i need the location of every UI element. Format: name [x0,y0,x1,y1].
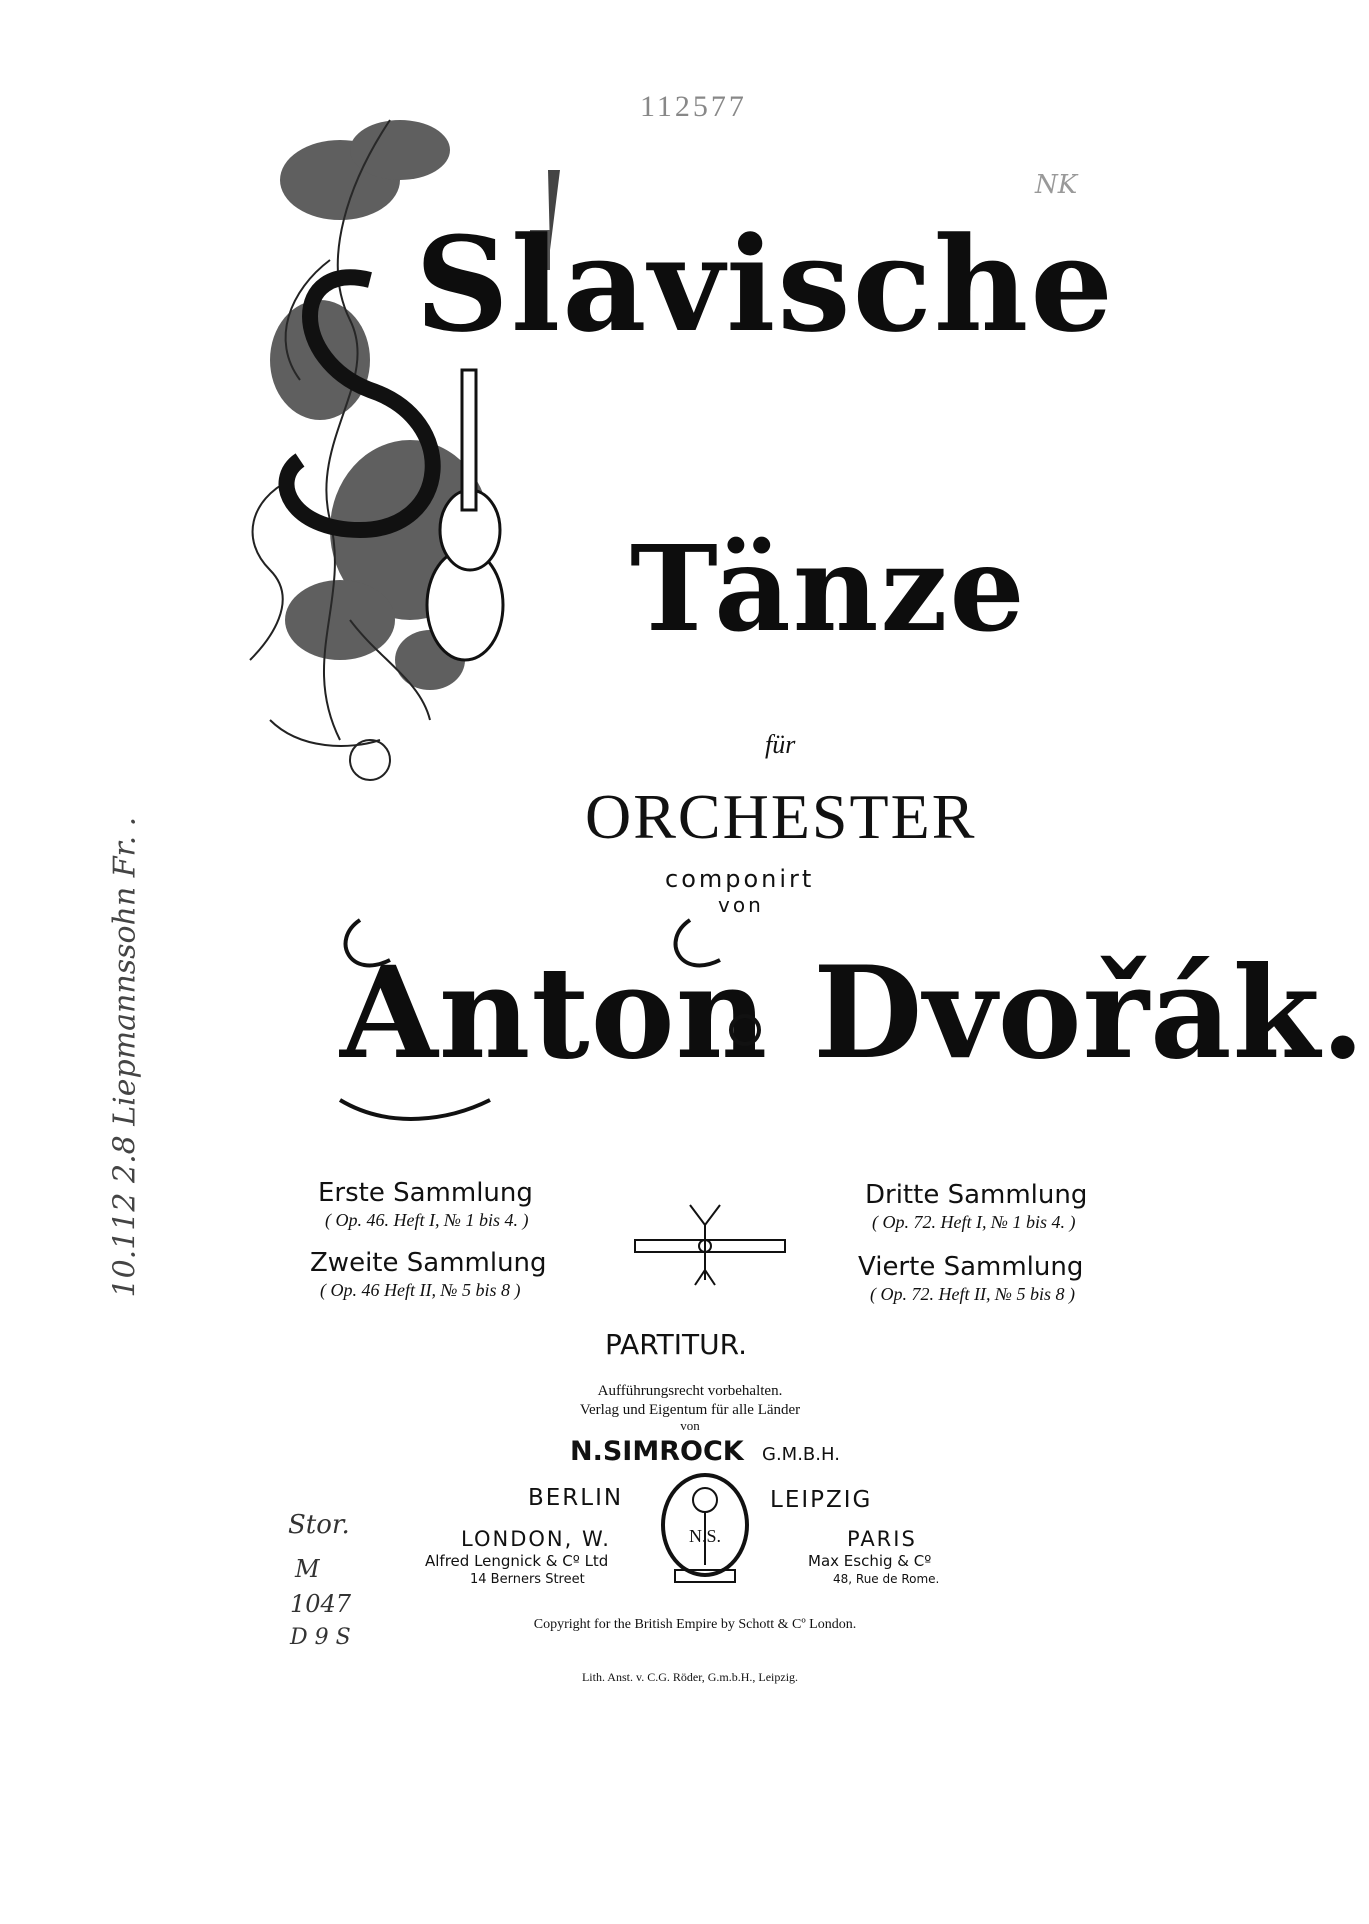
composer-name: Anton Dvořák. [340,939,1366,1087]
printer-line: Lith. Anst. v. C.G. Röder, G.m.b.H., Leipzig. [581,1670,799,1684]
collection-right-2-opus: ( Op. 72. Heft II, № 5 bis 8 ) [870,1284,1075,1304]
orchester-label: ORCHESTER [585,781,977,852]
publisher-suffix: G.M.B.H. [762,1444,840,1465]
partitur-label: PARTITUR. [605,1328,747,1361]
collection-right-1-name: Dritte Sammlung [865,1180,1088,1210]
rights-line-1: Aufführungsrecht vorbehalten. [597,1383,783,1399]
svg-text:N.S.: N.S. [688,1526,722,1546]
stamp-mark: NK [1035,170,1078,200]
vine-violin-illustration [230,60,670,820]
von-label: von [718,893,764,917]
collection-right-2-name: Vierte Sammlung [858,1252,1084,1282]
composer-flourish [330,900,1070,1140]
fuer-label: für [765,730,796,759]
paris-address: 48, Rue de Rome. [833,1572,940,1586]
title-line-1: Slavische [415,208,1115,361]
collection-left-1-name: Erste Sammlung [318,1178,533,1208]
city-leipzig: LEIPZIG [770,1487,873,1513]
london-address: 14 Berners Street [470,1572,585,1587]
publisher-name: N.SIMROCK [570,1436,744,1467]
simrock-logo [655,1470,755,1590]
call-number-line-1: Stor. [288,1510,350,1540]
copyright-line: Copyright for the British Empire by Schott & Cº London. [533,1617,857,1632]
componirt-label: componirt [665,865,815,893]
rights-von: von [680,1418,700,1433]
catalog-number: 112577 [640,90,747,123]
call-number-line-4: D 9 S [290,1625,351,1650]
london-agent: Alfred Lengnick & Cº Ltd [425,1552,609,1570]
title-line-2: Tänze [630,519,1027,658]
collection-left-2-name: Zweite Sammlung [310,1248,547,1278]
city-paris: PARIS [847,1527,917,1551]
city-berlin: BERLIN [528,1485,624,1511]
call-number-line-2: M [295,1555,320,1583]
collection-right-1-opus: ( Op. 72. Heft I, № 1 bis 4. ) [872,1212,1076,1232]
margin-handwriting: 10.112 2.8 Liepmannssohn Fr. . [107,816,143,1298]
rights-line-2: Verlag und Eigentum für alle Länder [579,1402,801,1418]
center-ornament [630,1200,790,1290]
paris-agent: Max Eschig & Cº [808,1552,932,1570]
collection-left-2-opus: ( Op. 46 Heft II, № 5 bis 8 ) [320,1280,521,1300]
city-london: LONDON, W. [461,1527,611,1551]
collection-left-1-opus: ( Op. 46. Heft I, № 1 bis 4. ) [325,1210,529,1230]
call-number-line-3: 1047 [290,1590,352,1618]
